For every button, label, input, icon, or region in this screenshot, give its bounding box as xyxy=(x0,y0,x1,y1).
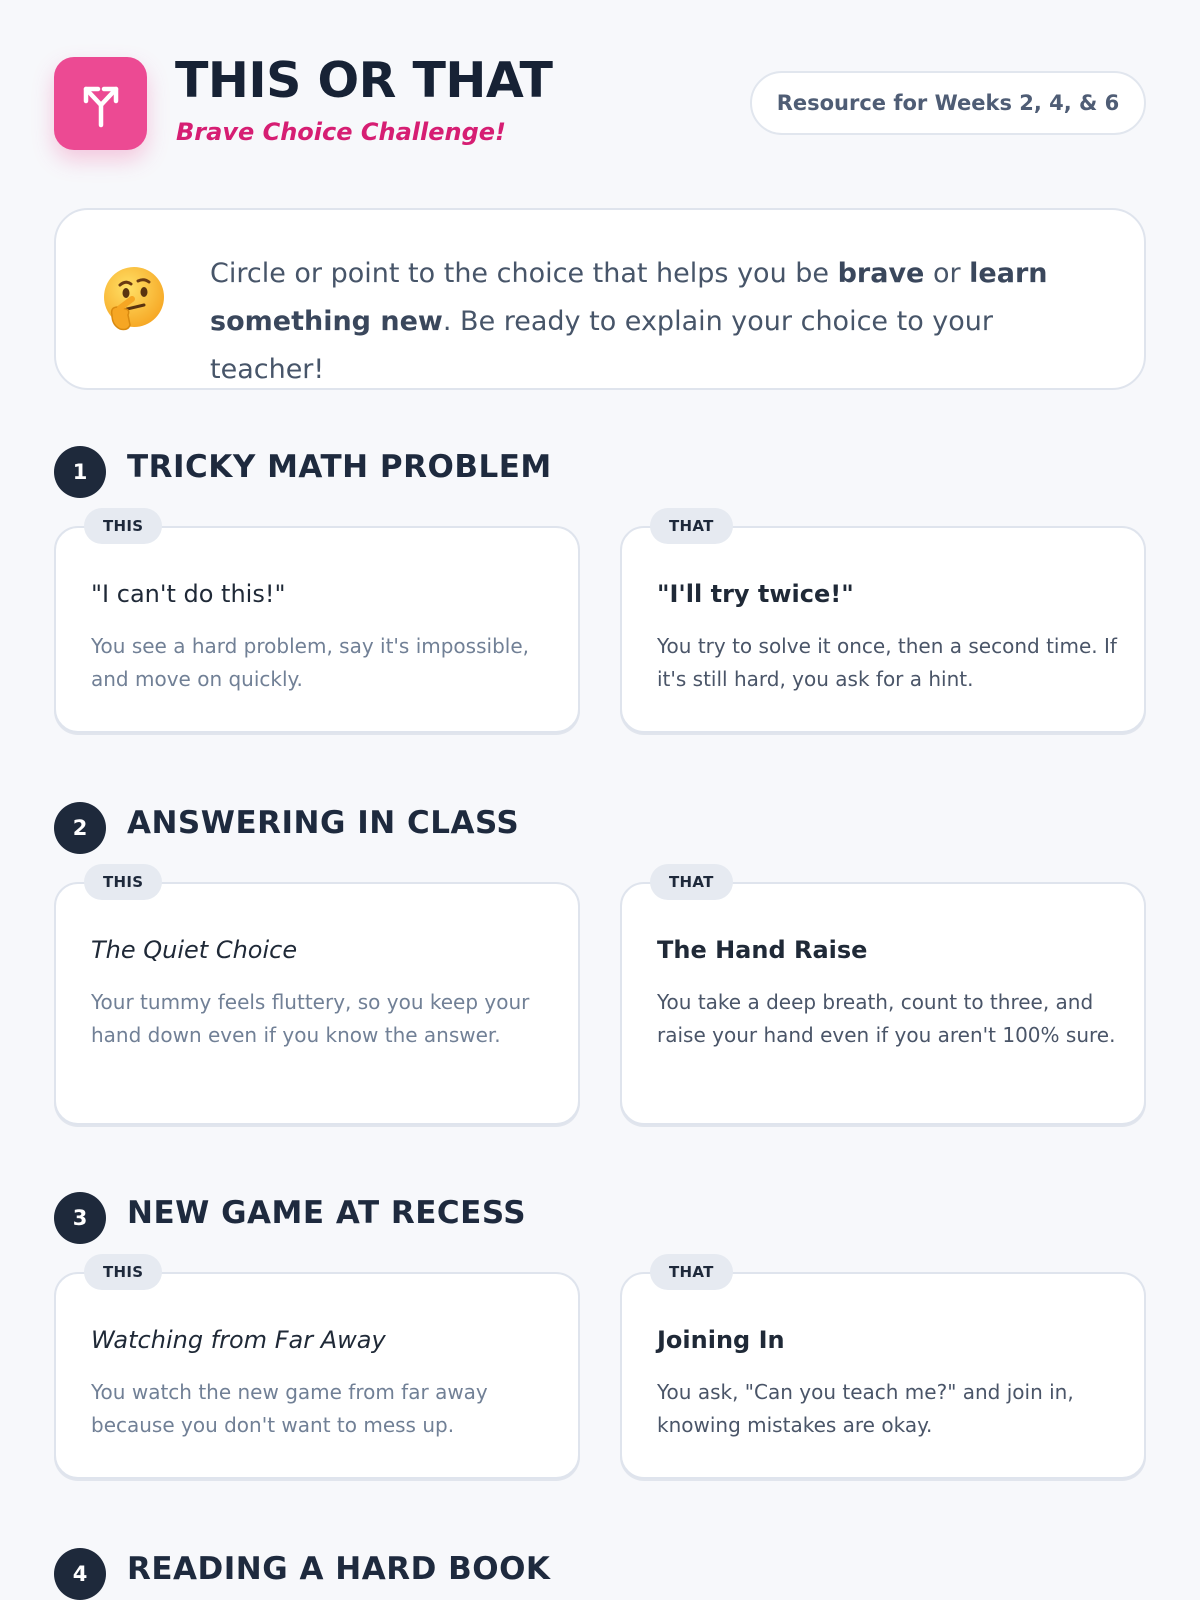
choice-description: You watch the new game from far away because you don't want to mess up. xyxy=(91,1380,488,1437)
that-tag: THAT xyxy=(650,1254,733,1290)
choice-heading: Joining In xyxy=(657,1326,785,1354)
section-2 xyxy=(54,802,1146,1047)
choice-heading: The Hand Raise xyxy=(657,936,868,964)
choice-heading: Watching from Far Away xyxy=(91,1326,386,1354)
that-choice-card[interactable] xyxy=(620,517,1146,733)
this-tag: THIS xyxy=(84,1254,162,1290)
choice-heading: "I can't do this!" xyxy=(91,580,286,608)
page-subtitle: Brave Choice Challenge! xyxy=(176,118,506,146)
choice-description: Your tummy feels fluttery, so you keep your hand down even if you know the answer. xyxy=(91,990,530,1047)
section-number: 2 xyxy=(54,802,106,854)
split-arrow-icon xyxy=(54,57,147,150)
choice-description: You see a hard problem, say it's impossible, and move on quickly. xyxy=(91,634,529,691)
this-choice-card[interactable] xyxy=(54,873,580,1125)
section-title: NEW GAME AT RECESS xyxy=(127,1195,527,1231)
thinking-face-icon xyxy=(100,265,168,333)
section-3 xyxy=(54,1192,1146,1437)
section-1 xyxy=(54,446,1146,691)
choice-description: You ask, "Can you teach me?" and join in, knowing mistakes are okay. xyxy=(657,1380,1074,1437)
instruction-text: Circle or point to the choice that helps you be brave or learn something new. Be ready to explain your choice to your teacher! xyxy=(210,258,1048,385)
section-number: 4 xyxy=(54,1548,106,1600)
choice-description: You try to solve it once, then a second time. If it's still hard, you ask for a hint. xyxy=(657,634,1117,691)
that-tag: THAT xyxy=(650,508,733,544)
choice-description: You take a deep breath, count to three, and raise your hand even if you aren't 100% sure. xyxy=(657,990,1116,1047)
this-tag: THIS xyxy=(84,508,162,544)
this-choice-card[interactable] xyxy=(54,1263,580,1479)
that-tag: THAT xyxy=(650,864,733,900)
section-number: 3 xyxy=(54,1192,106,1244)
weeks-badge: Resource for Weeks 2, 4, & 6 xyxy=(750,71,1146,135)
this-choice-card[interactable] xyxy=(54,517,580,733)
choice-heading: The Quiet Choice xyxy=(91,936,298,964)
section-4 xyxy=(54,1548,1146,1600)
section-title: READING A HARD BOOK xyxy=(127,1551,551,1587)
page-title: THIS OR THAT xyxy=(175,52,553,109)
that-choice-card[interactable] xyxy=(620,873,1146,1125)
section-title: TRICKY MATH PROBLEM xyxy=(127,449,552,485)
instruction-card xyxy=(54,208,1146,390)
section-number: 1 xyxy=(54,446,106,498)
this-tag: THIS xyxy=(84,864,162,900)
that-choice-card[interactable] xyxy=(620,1263,1146,1479)
choice-heading: "I'll try twice!" xyxy=(657,580,854,608)
section-title: ANSWERING IN CLASS xyxy=(127,805,520,841)
